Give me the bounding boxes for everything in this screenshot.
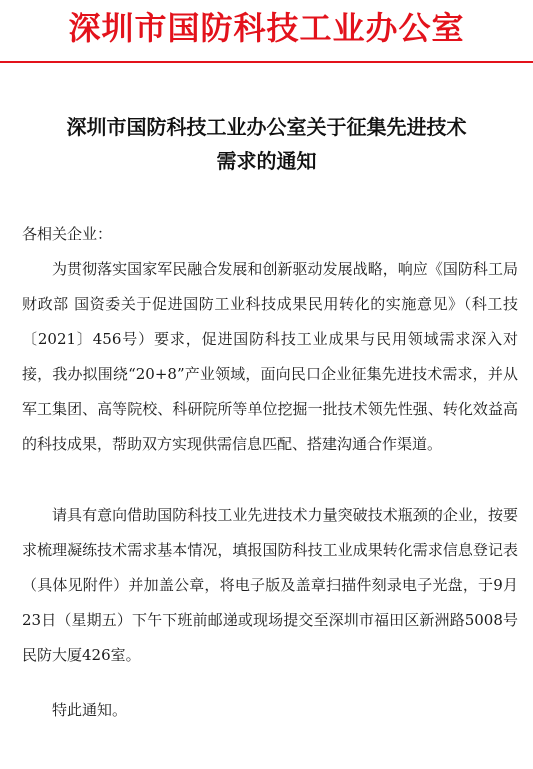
document-title [10,110,523,178]
document-header: 深圳市国防科技工业办公室 [68,9,465,47]
header-divider [0,61,533,63]
title-line-2: 需求的通知 [216,149,317,173]
paragraph-2: 请具有意向借助国防科技工业先进技术力量突破技术瓶颈的企业，按要求梳理凝练技术需求基本情况，填报国防科技工业成果转化需求信息登记表（具体见附件）并加盖公章，将电子版及盖章扫描件刻录电子光盘，于9月23日（星期五）下午下班前邮递或现场提交至深圳市福田区新洲路5008号民防大厦426室。 [22,506,518,664]
closing-line: 特此通知。 [52,701,128,719]
paragraph-1: 为贯彻落实国家军民融合发展和创新驱动发展战略，响应《国防科工局 财政部 国资委关于促进国防工业科技成果民用转化的实施意见》（科工技〔2021〕456号）要求，促进国防科技工业成果与民用领域需求深入对接，我办拟围绕“20+8”产业领域，面向民口企业征集先进技术需求，并从军工集团、高等院校、科研院所等单位挖掘一批技术领先性强、转化效益高的科技成果，帮助双方实现供需信息匹配、搭建沟通合作渠道。 [22,260,518,453]
title-line-1: 深圳市国防科技工业办公室关于征集先进技术 [66,115,467,139]
salutation: 各相关企业： [22,225,113,243]
